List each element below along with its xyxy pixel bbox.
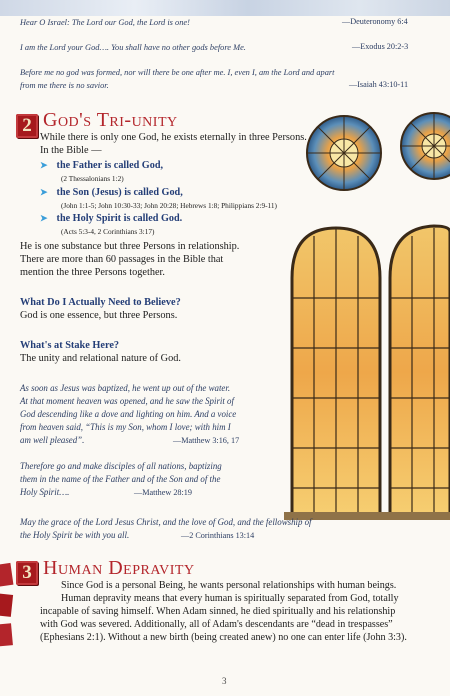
bullet-son-label: the Son (Jesus) is called God,: [56, 187, 183, 198]
quote-a-line3: God descending like a dove and lighting on him. And a voice: [20, 409, 237, 419]
quote-isaiah-line2: from me there is no savior.: [20, 81, 109, 90]
section-3-line4: with God was severed. Additionally, all of Adam's descendants are “dead in trespasses”: [40, 619, 393, 630]
stained-glass-illustration: [284, 108, 450, 520]
quote-b-ref: —Matthew 28:19: [134, 488, 192, 497]
quote-a-line4: from heaven said, “This is my Son, whom I love; with him I: [20, 422, 231, 432]
bullet-father-label: the Father is called God,: [56, 160, 164, 171]
quote-c-line2: the Holy Spirit be with you all.: [20, 530, 130, 540]
quote-c-line1: May the grace of the Lord Jesus Christ, and the love of God, and the fellowship of: [20, 517, 312, 527]
para-line-2: There are more than 60 passages in the Bible that: [20, 254, 224, 265]
quote-deuteronomy: Hear O Israel: The Lord our God, the Lord is one!: [20, 18, 190, 27]
bullet-holy-spirit-label: the Holy Spirit is called God.: [56, 213, 183, 224]
quote-isaiah-ref: —Isaiah 43:10-11: [349, 80, 409, 89]
quote-exodus-ref: —Exodus 20:2-3: [352, 42, 409, 51]
para-line-1: He is one substance but three Persons in relationship.: [20, 241, 240, 252]
section-3-line5: (Ephesians 2:1). Without a new birth (being created anew) no one can enter life (John 3:3).: [40, 632, 407, 643]
quote-isaiah-line1: Before me no god was formed, nor will there be one after me. I, even I, am the Lord and apart: [20, 68, 335, 77]
bullet-son-cite: (John 1:1-5; John 10:30-33; John 20:28; Hebrews 1:8; Philippians 2:9-11): [61, 201, 277, 210]
quote-a-line5: am well pleased”.: [20, 435, 85, 445]
section-2-badge: 2: [16, 114, 38, 138]
q2-heading: What's at Stake Here?: [20, 340, 120, 351]
bullet-father-cite: (2 Thessalonians 1:2): [61, 174, 124, 183]
q1-heading: What Do I Actually Need to Believe?: [20, 297, 181, 308]
quote-a-line2: At that moment heaven was opened, and he saw the Spirit of: [20, 396, 234, 406]
bullet-holy-spirit: [40, 212, 182, 225]
para-line-3: mention the three Persons together.: [20, 267, 165, 278]
section-2-intro-line2: In the Bible —: [40, 145, 102, 156]
section-2-title: God's Tri-unity: [43, 109, 178, 131]
quote-a-ref: —Matthew 3:16, 17: [173, 436, 240, 445]
quote-c-ref: —2 Corinthians 13:14: [181, 531, 255, 540]
q1-answer: God is one essence, but three Persons.: [20, 310, 178, 321]
arrow-icon: ➤: [40, 187, 48, 197]
section-3-badge: 3: [16, 561, 38, 585]
quote-b-line3: Holy Spirit….: [20, 487, 70, 497]
section-3-line1: Since God is a personal Being, he wants personal relationships with human beings.: [61, 580, 397, 591]
quote-b-line1: Therefore go and make disciples of all nations, baptizing: [20, 461, 222, 471]
quote-b-line2: them in the name of the Father and of the Son and of the: [20, 474, 221, 484]
section-3-title: Human Depravity: [43, 557, 195, 579]
quote-deuteronomy-ref: —Deuteronomy 6:4: [342, 17, 408, 26]
arrow-icon: ➤: [40, 160, 48, 170]
red-card-stack-decoration: [0, 560, 16, 660]
section-3-line2: Human depravity means that every human is spiritually separated from God, totally: [61, 593, 399, 604]
q2-answer: The unity and relational nature of God.: [20, 353, 181, 364]
quote-a-line1: As soon as Jesus was baptized, he went up out of the water.: [20, 383, 231, 393]
bullet-father: [40, 159, 163, 172]
quote-exodus: I am the Lord your God…. You shall have no other gods before Me.: [20, 43, 246, 52]
bullet-son: [40, 186, 183, 199]
page-number: 3: [222, 676, 227, 686]
arrow-icon: ➤: [40, 213, 48, 223]
section-3-line3: incapable of saving himself. When Adam sinned, he died spiritually and his relationship: [40, 606, 396, 617]
top-decorative-band: [0, 0, 450, 16]
section-2-intro-line1: While there is only one God, he exists eternally in three Persons.: [40, 132, 307, 143]
bullet-holy-spirit-cite: (Acts 5:3-4, 2 Corinthians 3:17): [61, 227, 155, 236]
